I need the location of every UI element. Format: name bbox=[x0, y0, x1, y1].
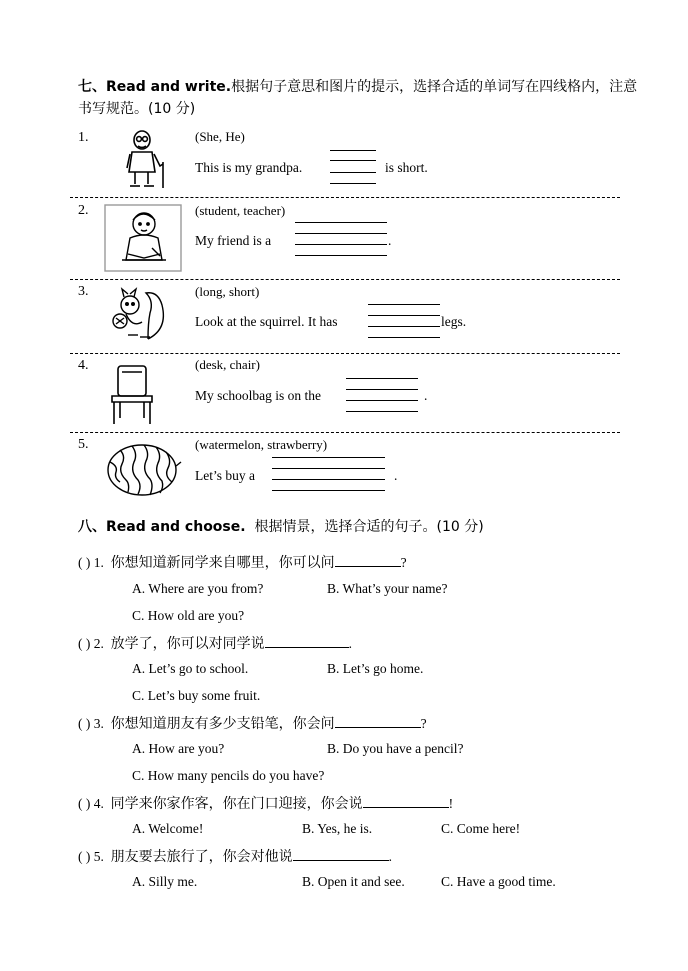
four-line-grid-2-l3 bbox=[295, 244, 387, 245]
item-2-text-before: My friend is a bbox=[195, 233, 272, 248]
question-5 bbox=[78, 846, 392, 866]
four-line-grid-3-l2 bbox=[368, 315, 440, 316]
four-line-grid-1 bbox=[330, 150, 376, 151]
question-4-answer-paren[interactable]: ( ) 4. bbox=[78, 796, 104, 811]
divider-2 bbox=[70, 279, 620, 280]
item-3-hint: (long, short) bbox=[195, 284, 260, 299]
question-2-option-c: C. Let’s buy some fruit. bbox=[132, 688, 261, 703]
section-7-title bbox=[78, 76, 638, 120]
question-5-option-c: C. Have a good time. bbox=[441, 874, 556, 889]
question-2 bbox=[78, 633, 352, 653]
question-5-stem: 朋友要去旅行了，你会对他说 bbox=[110, 849, 293, 865]
question-4-stem: 同学来你家作客，你在门口迎接，你会说 bbox=[110, 796, 363, 812]
item-4-number: 4. bbox=[78, 358, 89, 373]
question-2-stem: 放学了，你可以对同学说 bbox=[110, 636, 265, 652]
question-1-option-c: C. How old are you? bbox=[132, 608, 245, 623]
section-8-title-cn: 根据情景，选择合适的句子。(10 分) bbox=[254, 519, 484, 535]
item-3-number: 3. bbox=[78, 284, 89, 299]
section-7-title-cn: 根据句子意思和图片的提示，选择合适的单词写在四线格内，注意书写规范。(10 分) bbox=[78, 79, 638, 117]
section-8-title bbox=[78, 516, 638, 538]
question-4-end: ! bbox=[448, 796, 454, 811]
section-8-title-en: 八、Read and choose. bbox=[78, 519, 246, 535]
four-line-grid-5-l2 bbox=[272, 468, 385, 469]
question-2-answer-paren[interactable]: ( ) 2. bbox=[78, 636, 104, 651]
four-line-grid-3 bbox=[368, 304, 440, 305]
item-2-number: 2. bbox=[78, 203, 89, 218]
question-4-option-b: B. Yes, he is. bbox=[302, 821, 373, 836]
question-2-end: . bbox=[348, 636, 352, 651]
four-line-grid-2-l4 bbox=[295, 255, 387, 256]
item-4-text-before: My schoolbag is on the bbox=[195, 388, 321, 403]
question-5-option-b: B. Open it and see. bbox=[302, 874, 405, 889]
question-1 bbox=[78, 552, 407, 572]
divider-4 bbox=[70, 432, 620, 433]
question-1-option-a: A. Where are you from? bbox=[132, 581, 264, 596]
four-line-grid-5 bbox=[272, 457, 385, 458]
squirrel-image bbox=[108, 287, 170, 345]
four-line-grid-1-l3 bbox=[330, 172, 376, 173]
question-4 bbox=[78, 793, 453, 813]
question-4-blank bbox=[363, 793, 449, 808]
question-1-stem: 你想知道新同学来自哪里，你可以问 bbox=[110, 555, 335, 571]
item-3-text-before: Look at the squirrel. It has bbox=[195, 314, 338, 329]
question-2-option-b: B. Let’s go home. bbox=[327, 661, 424, 676]
question-3 bbox=[78, 713, 427, 733]
question-1-blank bbox=[335, 552, 401, 567]
four-line-grid-4-l4 bbox=[346, 411, 418, 412]
item-3-text-after: legs. bbox=[441, 314, 467, 329]
four-line-grid-5-l4 bbox=[272, 490, 385, 491]
question-3-option-b: B. Do you have a pencil? bbox=[327, 741, 464, 756]
question-1-answer-paren[interactable]: ( ) 1. bbox=[78, 555, 104, 570]
question-3-answer-paren[interactable]: ( ) 3. bbox=[78, 716, 104, 731]
question-5-answer-paren[interactable]: ( ) 5. bbox=[78, 849, 104, 864]
item-1-hint: (She, He) bbox=[195, 129, 245, 144]
four-line-grid-1-l2 bbox=[330, 160, 376, 161]
item-2-text-after: . bbox=[388, 233, 392, 248]
four-line-grid-4 bbox=[346, 378, 418, 379]
item-5-text-after: . bbox=[394, 468, 398, 483]
four-line-grid-4-l2 bbox=[346, 389, 418, 390]
question-4-option-a: A. Welcome! bbox=[132, 821, 204, 836]
item-4-hint: (desk, chair) bbox=[195, 357, 260, 372]
grandpa-image bbox=[118, 128, 176, 192]
question-3-stem: 你想知道朋友有多少支铅笔，你会问 bbox=[110, 716, 335, 732]
question-1-option-b: B. What’s your name? bbox=[327, 581, 448, 596]
item-1-number: 1. bbox=[78, 130, 89, 145]
question-5-end: . bbox=[388, 849, 392, 864]
four-line-grid-2-l2 bbox=[295, 233, 387, 234]
chair-image bbox=[108, 364, 156, 426]
student-image bbox=[104, 204, 182, 272]
item-5-number: 5. bbox=[78, 437, 89, 452]
item-5-text-before: Let’s buy a bbox=[195, 468, 255, 483]
divider-1 bbox=[70, 197, 620, 198]
question-1-end: ? bbox=[400, 555, 407, 570]
item-1-text-after: is short. bbox=[385, 160, 428, 175]
question-3-blank bbox=[335, 713, 421, 728]
question-2-option-a: A. Let’s go to school. bbox=[132, 661, 249, 676]
question-2-blank bbox=[265, 633, 349, 648]
watermelon-image bbox=[104, 442, 182, 498]
question-4-option-c: C. Come here! bbox=[441, 821, 521, 836]
question-5-option-a: A. Silly me. bbox=[132, 874, 198, 889]
divider-3 bbox=[70, 353, 620, 354]
question-3-end: ? bbox=[420, 716, 427, 731]
four-line-grid-2 bbox=[295, 222, 387, 223]
four-line-grid-4-l3 bbox=[346, 400, 418, 401]
four-line-grid-3-l3 bbox=[368, 326, 440, 327]
item-5-hint: (watermelon, strawberry) bbox=[195, 437, 328, 452]
item-4-text-after: . bbox=[424, 388, 428, 403]
item-2-hint: (student, teacher) bbox=[195, 203, 286, 218]
question-3-option-c: C. How many pencils do you have? bbox=[132, 768, 325, 783]
item-1-text-before: This is my grandpa. bbox=[195, 160, 303, 175]
question-5-blank bbox=[293, 846, 389, 861]
four-line-grid-3-l4 bbox=[368, 337, 440, 338]
section-7-title-en: 七、Read and write. bbox=[78, 79, 232, 95]
four-line-grid-5-l3 bbox=[272, 479, 385, 480]
four-line-grid-1-l4 bbox=[330, 183, 376, 184]
question-3-option-a: A. How are you? bbox=[132, 741, 225, 756]
